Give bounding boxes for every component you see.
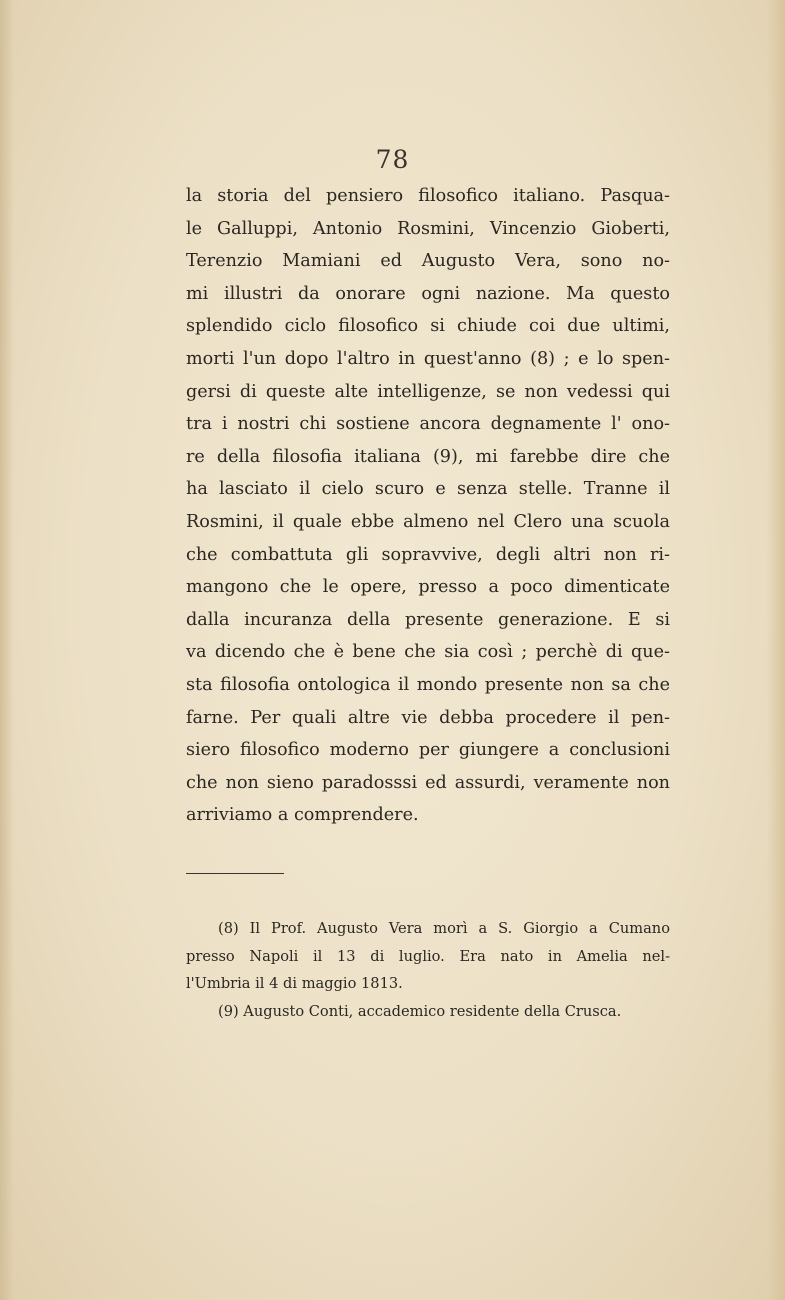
body-line: le Galluppi, Antonio Rosmini, Vincenzio Gioberti, bbox=[186, 218, 670, 239]
body-line: farne. Per quali altre vie debba procedere il pen- bbox=[186, 707, 670, 728]
body-line: mi illustri da onorare ogni nazione. Ma questo bbox=[186, 283, 670, 304]
body-line: re della filosofia italiana (9), mi farebbe dire che bbox=[186, 446, 670, 467]
body-line: siero filosofico moderno per giungere a conclusioni bbox=[186, 740, 670, 761]
page-number: 78 bbox=[375, 145, 410, 174]
body-line: ha lasciato il cielo scuro e senza stelle. Tranne il bbox=[186, 479, 670, 500]
body-line: arriviamo a comprendere. bbox=[186, 805, 419, 826]
body-line: la storia del pensiero filosofico italiano. Pasqua- bbox=[186, 186, 670, 206]
body-line: va dicendo che è bene che sia così ; perchè di que- bbox=[186, 642, 670, 663]
footnote-line: presso Napoli il 13 di luglio. Era nato in Amelia nel- bbox=[186, 947, 670, 965]
body-line: Rosmini, il quale ebbe almeno nel Clero una scuola bbox=[186, 511, 670, 532]
footnote-line: (9) Augusto Conti, accademico residente della Crusca. bbox=[218, 1002, 622, 1020]
footnote-line: (8) Il Prof. Augusto Vera morì a S. Giorgio a Cumano bbox=[218, 920, 670, 937]
page-edge-shadow-left bbox=[0, 0, 14, 1300]
footnote-separator-rule bbox=[186, 873, 284, 874]
body-line: morti l'un dopo l'altro in quest'anno (8) ; e lo spen- bbox=[186, 348, 670, 369]
body-text bbox=[186, 180, 670, 832]
body-line: gersi di queste alte intelligenze, se non vedessi qui bbox=[186, 381, 670, 402]
footnote-line: l'Umbria il 4 di maggio 1813. bbox=[186, 975, 403, 993]
footnotes bbox=[186, 915, 670, 1025]
body-line: splendido ciclo filosofico si chiude coi due ultimi, bbox=[186, 316, 670, 337]
body-line: sta filosofia ontologica il mondo presente non sa che bbox=[186, 674, 670, 695]
body-line: tra i nostri chi sostiene ancora degnamente l' ono- bbox=[186, 414, 670, 435]
body-line: che combattuta gli sopravvive, degli altri non ri- bbox=[186, 544, 670, 565]
body-line: Terenzio Mamiani ed Augusto Vera, sono no- bbox=[186, 251, 670, 272]
page-edge-shadow-right bbox=[767, 0, 785, 1300]
body-line: mangono che le opere, presso a poco dimenticate bbox=[186, 577, 670, 598]
body-line: che non sieno paradosssi ed assurdi, veramente non bbox=[186, 772, 670, 793]
footnote-8 bbox=[186, 915, 670, 998]
body-line: dalla incuranza della presente generazione. E si bbox=[186, 609, 670, 630]
footnote-9 bbox=[186, 998, 670, 1026]
